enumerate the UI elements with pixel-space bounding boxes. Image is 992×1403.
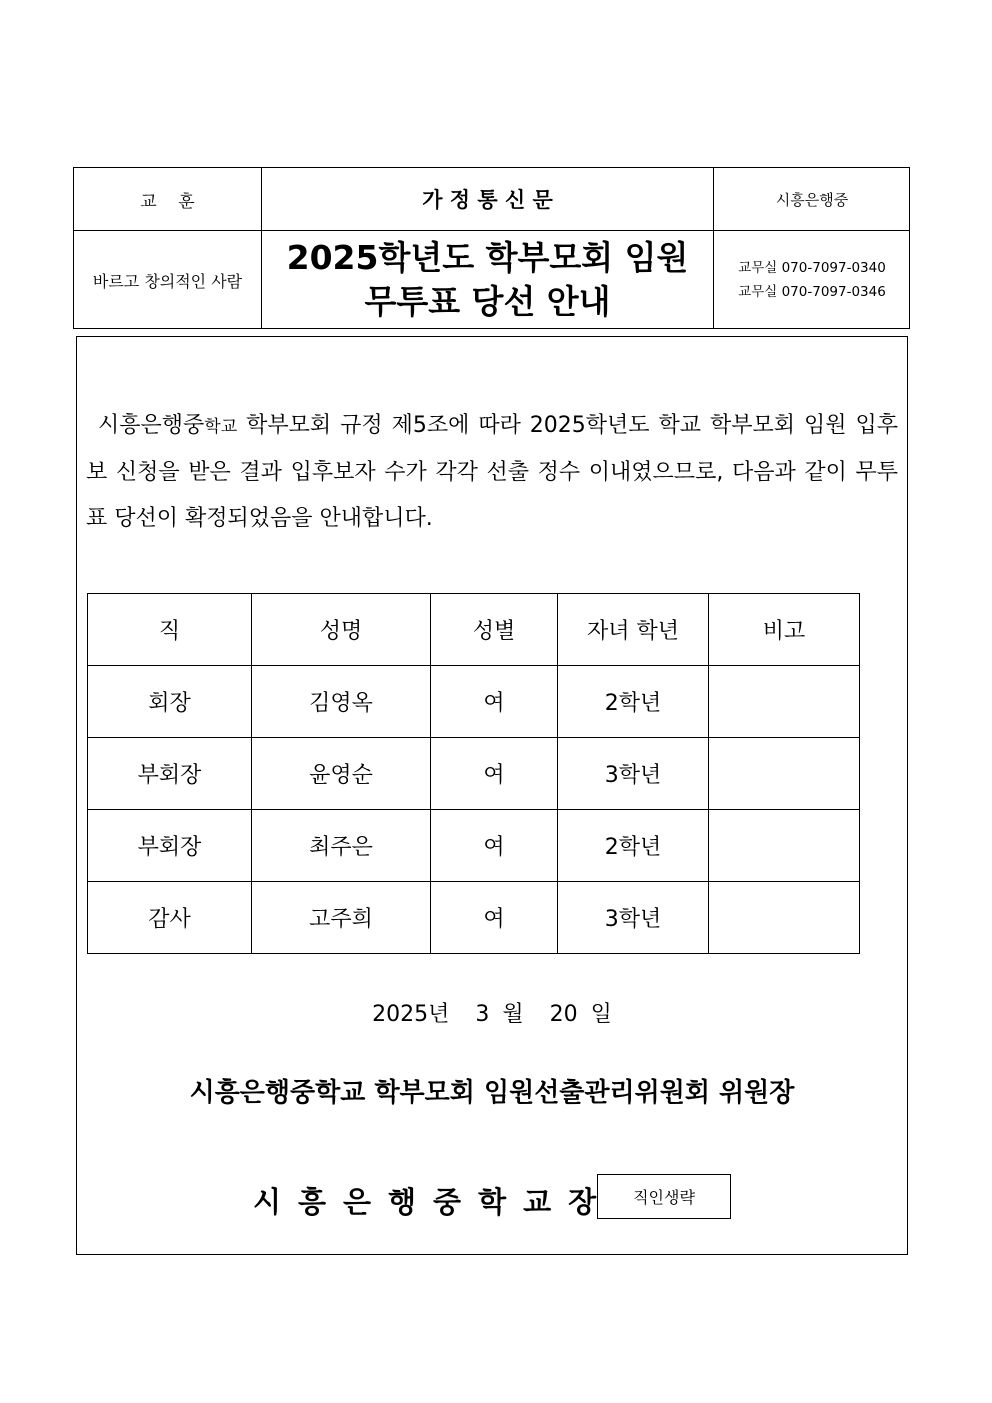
intro-school: 시흥은행중 xyxy=(98,413,205,438)
title-line-2: 무투표 당선 안내 xyxy=(364,282,611,321)
contact-phone-1: 교무실 070-7097-0340 xyxy=(738,260,886,276)
cell-remarks xyxy=(709,738,860,810)
table-row xyxy=(88,738,860,810)
header-remarks: 비고 xyxy=(709,594,860,666)
cell-gender: 여 xyxy=(431,882,558,954)
seal-omitted-box: 직인생략 xyxy=(597,1174,731,1219)
school-motto: 바르고 창의적인 사람 xyxy=(92,271,243,291)
notice-heading: 가 정 통 신 문 xyxy=(422,188,553,212)
cell-remarks xyxy=(709,666,860,738)
officer-table xyxy=(87,593,860,954)
principal-signature: 시흥은행중학교장 xyxy=(253,1185,614,1219)
cell-child-grade: 2학년 xyxy=(558,666,709,738)
cell-position: 감사 xyxy=(88,882,252,954)
cell-remarks xyxy=(709,882,860,954)
header-name: 성명 xyxy=(252,594,431,666)
school-name: 시흥은행중 xyxy=(775,190,849,209)
cell-child-grade: 2학년 xyxy=(558,810,709,882)
cell-child-grade: 3학년 xyxy=(558,882,709,954)
cell-position: 회장 xyxy=(88,666,252,738)
table-row xyxy=(88,882,860,954)
intro-text: 학부모회 규정 제5조에 따라 2025학년도 학교 학부모회 임원 입후보 신청을 받은 결과 입후보자 수가 각각 선출 정수 이내였으므로, 다음과 같이 무투표 당선이 확정되었음을 안내합니다. xyxy=(86,413,898,531)
contact-info xyxy=(714,231,910,329)
committee-signature: 시흥은행중학교 학부모회 임원선출관리위원회 위원장 xyxy=(189,1078,795,1108)
cell-remarks xyxy=(709,810,860,882)
motto-heading: 교 훈 xyxy=(140,191,195,212)
table-header-row xyxy=(88,594,860,666)
cell-position: 부회장 xyxy=(88,738,252,810)
notice-header xyxy=(73,167,910,329)
cell-name: 김영옥 xyxy=(252,666,431,738)
notice-date: 2025년 3 월 20 일 xyxy=(372,1002,612,1027)
header-position: 직 xyxy=(88,594,252,666)
cell-child-grade: 3학년 xyxy=(558,738,709,810)
intro-small-text: 학교 xyxy=(204,417,238,437)
header-child-grade: 자녀 학년 xyxy=(558,594,709,666)
contact-phone-2: 교무실 070-7097-0346 xyxy=(738,284,886,300)
document-title xyxy=(262,231,713,329)
cell-name: 고주희 xyxy=(252,882,431,954)
cell-gender: 여 xyxy=(431,738,558,810)
cell-name: 최주은 xyxy=(252,810,431,882)
cell-gender: 여 xyxy=(431,666,558,738)
cell-gender: 여 xyxy=(431,810,558,882)
notice-body xyxy=(76,336,908,1255)
table-row xyxy=(88,666,860,738)
table-row xyxy=(88,810,860,882)
header-gender: 성별 xyxy=(431,594,558,666)
intro-paragraph xyxy=(86,403,898,542)
cell-name: 윤영순 xyxy=(252,738,431,810)
cell-position: 부회장 xyxy=(88,810,252,882)
title-line-1: 2025학년도 학부모회 임원 xyxy=(286,238,689,277)
